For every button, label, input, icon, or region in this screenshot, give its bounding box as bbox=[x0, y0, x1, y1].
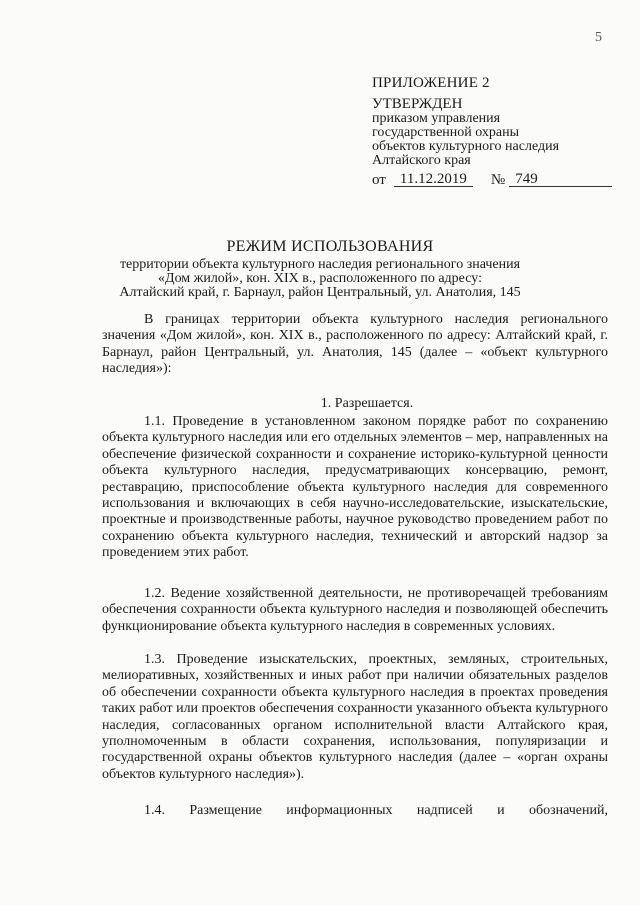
paragraph-1-2 bbox=[102, 586, 608, 635]
paragraph-text: 1.4. Размещение информационных надписей и обозначений, bbox=[144, 803, 608, 818]
paragraph-text: 1.3. Проведение изыскательских, проектных, земляных, строительных, мелиоративных, хозяйственных и иных работ при наличии обязательных разделов об обеспечении сохранности объекта культурного наследия в проектах проведения таких работ или проектов обеспечения сохранности указанного объекта культурного наследия, согласованных органом исполнительной власти Алтайского края, уполномоченным в области сохранения, использования, популяризации и государственной охраны объектов культурного наследия (далее – «орган охраны объектов культурного наследия»). bbox=[102, 652, 608, 782]
approved-label: УТВЕРЖДЕН bbox=[372, 96, 463, 112]
approval-line: государственной охраны bbox=[372, 125, 520, 140]
intro-paragraph bbox=[102, 312, 608, 378]
intro-text: В границах территории объекта культурного наследия регионального значения «Дом жилой», кон. XIX в., расположенного по адресу: Алтайский край, г. Барнаул, район Центральный, ул. Анатолия, 145 (далее – «объект культурного наследия»): bbox=[102, 312, 608, 377]
approval-line: приказом управления bbox=[372, 111, 501, 126]
number-label: № bbox=[490, 172, 506, 188]
appendix-title: ПРИЛОЖЕНИЕ 2 bbox=[372, 75, 490, 91]
paragraph-text: 1.2. Ведение хозяйственной деятельности, не противоречащей требованиям обеспечения сохранности объекта культурного наследия и позволяющей обеспечить функционирование объекта культурного наследия в современных условиях. bbox=[102, 586, 608, 634]
page-number: 5 bbox=[595, 30, 602, 45]
approval-line: объектов культурного наследия bbox=[372, 139, 560, 154]
document-heading: РЕЖИМ ИСПОЛЬЗОВАНИЯ bbox=[226, 238, 434, 255]
document-title-block bbox=[100, 240, 540, 300]
approval-block bbox=[372, 76, 612, 187]
paragraph-1-4 bbox=[102, 803, 608, 819]
order-number: 749 bbox=[509, 172, 612, 187]
title-line: территории объекта культурного наследия регионального значения bbox=[119, 257, 521, 272]
date-label: от bbox=[372, 172, 386, 188]
paragraph-text: 1.1. Проведение в установленном законом порядке работ по сохранению объекта культурного наследия или его отдельных элементов – мер, направленных на обеспечение физической сохранности и сохранение историко-культурной ценности объекта культурного наследия, предусматривающих консервацию, ремонт, реставрацию, приспособление объекта культурного наследия для современного использования и включающих в себя научно-исследовательские, изыскательские, проектные и производственные работы, научное руководство проведением работ по сохранению объекта культурного наследия, технический и авторский надзор за проведением этих работ. bbox=[102, 414, 608, 561]
paragraph-1-1 bbox=[102, 414, 608, 562]
order-date: 11.12.2019 bbox=[394, 172, 473, 187]
title-line: Алтайский край, г. Барнаул, район Центральный, ул. Анатолия, 145 bbox=[119, 285, 521, 300]
order-date-number-row bbox=[372, 172, 612, 187]
paragraph-1-3 bbox=[102, 652, 608, 783]
section-heading: 1. Разрешается. bbox=[320, 396, 414, 411]
title-line: «Дом жилой», кон. XIX в., расположенного по адресу: bbox=[158, 271, 482, 286]
approval-line: Алтайского края bbox=[372, 153, 471, 168]
